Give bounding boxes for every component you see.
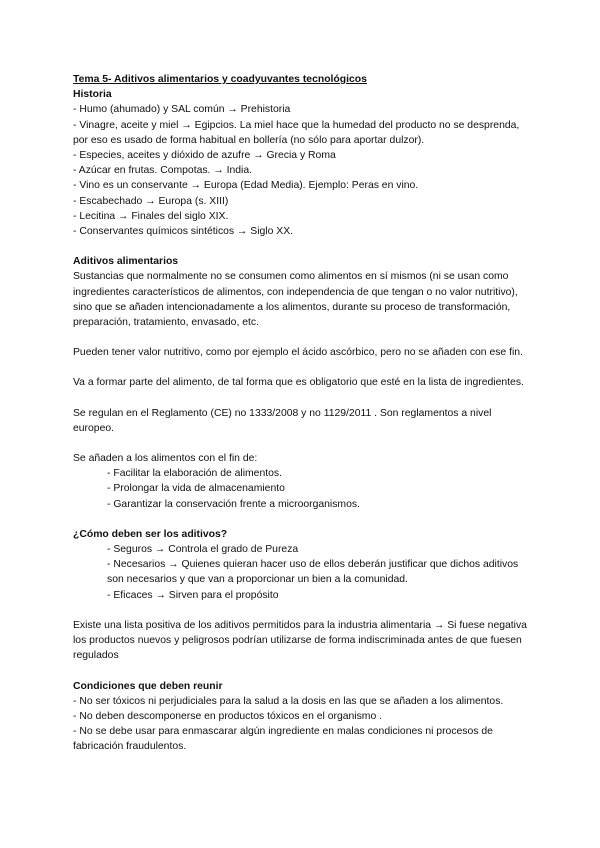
document-title: Tema 5- Aditivos alimentarios y coadyuvantes tecnológicos [73, 74, 367, 85]
fin-item: - Prolongar la vida de almacenamiento [107, 483, 285, 495]
condicion-item: - No ser tóxicos ni perjudiciales para la salud a la dosis en las que se añaden a los alimentos. [73, 695, 504, 707]
historia-item: - Conservantes químicos sintéticos → Siglo XX. [73, 226, 294, 238]
como-item: - Necesarios → Quienes quieran hacer uso de ellos deberán justificar que dichos aditivos son necesarios y que van a proporcionar un bien a la comunidad. [107, 559, 519, 586]
aditivos-nutritivo-paragraph: Pueden tener valor nutritivo, como por ejemplo el ácido ascórbico, pero no se añaden con ese fin. [73, 347, 523, 359]
document-page [73, 72, 533, 755]
condicion-item: - No se debe usar para enmascarar algún ingrediente en malas condiciones ni procesos de fabricación fraudulentos. [73, 726, 493, 753]
como-heading: ¿Cómo deben ser los aditivos? [73, 528, 228, 540]
historia-item: - Azúcar en frutas. Compotas. → India. [73, 165, 253, 177]
aditivos-reglamento-paragraph: Se regulan en el Reglamento (CE) no 1333/2008 y no 1129/2011 . Son reglamentos a nivel europeo. [73, 407, 492, 434]
lista-positiva-paragraph: Existe una lista positiva de los aditivos permitidos para la industria alimentaria → Si fuese negativa los productos nuevos y peligrosos podrían utilizarse de forma indiscriminada antes de que fuesen regulados [73, 619, 527, 662]
historia-item: - Vinagre, aceite y miel → Egipcios. La miel hace que la humedad del producto no se desprenda, por eso es usado de forma habitual en bollería (no sólo para aportar dulzor). [73, 119, 520, 146]
historia-item: - Escabechado → Europa (s. XIII) [73, 195, 229, 207]
historia-item: - Especies, aceites y dióxido de azufre → Grecia y Roma [73, 150, 336, 162]
historia-item: - Humo (ahumado) y SAL común → Prehistoria [73, 104, 291, 116]
como-item: - Seguros → Controla el grado de Pureza [107, 544, 299, 556]
historia-heading: Historia [73, 89, 112, 101]
condiciones-heading: Condiciones que deben reunir [73, 680, 223, 692]
historia-item: - Lecitina → Finales del siglo XIX. [73, 210, 229, 222]
como-item: - Eficaces → Sirven para el propósito [107, 589, 279, 601]
aditivos-fin-intro: Se añaden a los alimentos con el fin de: [73, 453, 258, 465]
aditivos-definition: Sustancias que normalmente no se consumen como alimentos en sí mismos (ni se usan como ingredientes característicos de alimentos, con independencia de que tengan o no valor nutritivo), sino que se añaden intencionadamente a los alimentos, durante su proceso de transformación, preparación, tratamiento, envasado, etc. [73, 271, 518, 329]
condicion-item: - No deben descomponerse en productos tóxicos en el organismo . [73, 710, 383, 722]
fin-item: - Facilitar la elaboración de alimentos. [107, 468, 282, 480]
aditivos-heading: Aditivos alimentarios [73, 256, 179, 268]
fin-item: - Garantizar la conservación frente a microorganismos. [107, 498, 360, 510]
aditivos-lista-paragraph: Va a formar parte del alimento, de tal forma que es obligatorio que esté en la lista de ingredientes. [73, 377, 524, 389]
historia-item: - Vino es un conservante → Europa (Edad Media). Ejemplo: Peras en vino. [73, 180, 419, 192]
